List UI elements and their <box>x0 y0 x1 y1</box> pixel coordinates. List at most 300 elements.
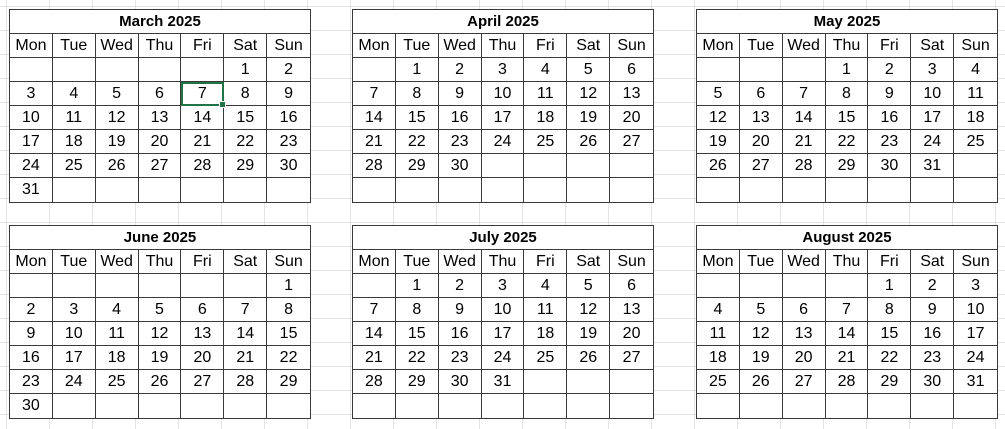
day-cell[interactable]: 9 <box>911 298 954 322</box>
empty-cell[interactable] <box>181 394 224 418</box>
weekday-header[interactable]: Sun <box>610 34 653 58</box>
day-cell[interactable]: 8 <box>267 298 310 322</box>
empty-cell[interactable] <box>697 178 740 202</box>
day-cell[interactable]: 12 <box>567 82 610 106</box>
day-cell[interactable]: 19 <box>96 130 139 154</box>
empty-cell[interactable] <box>524 178 567 202</box>
day-cell[interactable]: 24 <box>911 130 954 154</box>
day-cell[interactable]: 5 <box>567 58 610 82</box>
day-cell[interactable]: 23 <box>911 346 954 370</box>
day-cell[interactable]: 16 <box>10 346 53 370</box>
empty-cell[interactable] <box>353 274 396 298</box>
day-cell[interactable]: 25 <box>524 346 567 370</box>
day-cell[interactable]: 15 <box>396 106 439 130</box>
day-cell[interactable]: 2 <box>911 274 954 298</box>
day-cell[interactable]: 23 <box>439 346 482 370</box>
empty-cell[interactable] <box>740 178 783 202</box>
weekday-header[interactable]: Fri <box>868 250 911 274</box>
empty-cell[interactable] <box>53 58 96 82</box>
day-cell[interactable]: 23 <box>267 130 310 154</box>
day-cell[interactable]: 6 <box>740 82 783 106</box>
day-cell[interactable]: 20 <box>783 346 826 370</box>
day-cell[interactable]: 18 <box>954 106 997 130</box>
day-cell[interactable]: 10 <box>482 298 525 322</box>
day-cell[interactable]: 17 <box>482 106 525 130</box>
day-cell[interactable]: 21 <box>783 130 826 154</box>
day-cell[interactable]: 13 <box>740 106 783 130</box>
weekday-header[interactable]: Sun <box>954 34 997 58</box>
empty-cell[interactable] <box>396 394 439 418</box>
empty-cell[interactable] <box>783 394 826 418</box>
empty-cell[interactable] <box>96 394 139 418</box>
empty-cell[interactable] <box>740 58 783 82</box>
day-cell[interactable]: 6 <box>610 274 653 298</box>
day-cell[interactable]: 12 <box>139 322 182 346</box>
day-cell[interactable]: 3 <box>954 274 997 298</box>
day-cell[interactable]: 16 <box>439 322 482 346</box>
day-cell[interactable]: 24 <box>482 130 525 154</box>
day-cell[interactable]: 11 <box>524 82 567 106</box>
day-cell[interactable]: 22 <box>267 346 310 370</box>
empty-cell[interactable] <box>524 370 567 394</box>
day-cell[interactable]: 4 <box>524 274 567 298</box>
day-cell[interactable]: 14 <box>353 322 396 346</box>
day-cell[interactable]: 13 <box>139 106 182 130</box>
calendar-title[interactable]: August 2025 <box>697 226 997 250</box>
day-cell[interactable]: 18 <box>53 130 96 154</box>
weekday-header[interactable]: Mon <box>353 250 396 274</box>
empty-cell[interactable] <box>482 394 525 418</box>
empty-cell[interactable] <box>181 178 224 202</box>
day-cell[interactable]: 7 <box>783 82 826 106</box>
day-cell[interactable]: 2 <box>439 58 482 82</box>
day-cell[interactable]: 11 <box>697 322 740 346</box>
weekday-header[interactable]: Wed <box>96 250 139 274</box>
weekday-header[interactable]: Fri <box>524 250 567 274</box>
day-cell[interactable]: 18 <box>697 346 740 370</box>
day-cell[interactable]: 7 <box>224 298 267 322</box>
day-cell[interactable]: 4 <box>697 298 740 322</box>
day-cell[interactable]: 7 <box>826 298 869 322</box>
day-cell[interactable]: 6 <box>610 58 653 82</box>
day-cell[interactable]: 24 <box>954 346 997 370</box>
day-cell[interactable]: 6 <box>783 298 826 322</box>
day-cell[interactable]: 26 <box>96 154 139 178</box>
weekday-header[interactable]: Fri <box>181 250 224 274</box>
day-cell[interactable]: 10 <box>10 106 53 130</box>
weekday-header[interactable]: Thu <box>482 250 525 274</box>
day-cell[interactable]: 23 <box>868 130 911 154</box>
empty-cell[interactable] <box>954 394 997 418</box>
weekday-header[interactable]: Tue <box>740 34 783 58</box>
day-cell[interactable]: 19 <box>567 106 610 130</box>
day-cell[interactable]: 9 <box>439 82 482 106</box>
day-cell[interactable]: 26 <box>567 346 610 370</box>
empty-cell[interactable] <box>224 274 267 298</box>
day-cell[interactable]: 28 <box>353 154 396 178</box>
weekday-header[interactable]: Thu <box>139 34 182 58</box>
empty-cell[interactable] <box>139 58 182 82</box>
day-cell[interactable]: 22 <box>868 346 911 370</box>
day-cell[interactable]: 30 <box>439 370 482 394</box>
day-cell[interactable]: 3 <box>482 58 525 82</box>
empty-cell[interactable] <box>353 58 396 82</box>
empty-cell[interactable] <box>439 394 482 418</box>
empty-cell[interactable] <box>911 178 954 202</box>
empty-cell[interactable] <box>53 178 96 202</box>
day-cell[interactable]: 3 <box>10 82 53 106</box>
day-cell[interactable]: 1 <box>267 274 310 298</box>
empty-cell[interactable] <box>353 394 396 418</box>
empty-cell[interactable] <box>181 58 224 82</box>
day-cell[interactable]: 25 <box>96 370 139 394</box>
empty-cell[interactable] <box>482 154 525 178</box>
weekday-header[interactable]: Fri <box>524 34 567 58</box>
day-cell[interactable]: 4 <box>524 58 567 82</box>
empty-cell[interactable] <box>10 58 53 82</box>
weekday-header[interactable]: Wed <box>439 250 482 274</box>
day-cell[interactable]: 7 <box>353 82 396 106</box>
weekday-header[interactable]: Sun <box>610 250 653 274</box>
day-cell[interactable]: 31 <box>482 370 525 394</box>
weekday-header[interactable]: Wed <box>783 250 826 274</box>
day-cell[interactable]: 8 <box>396 298 439 322</box>
day-cell[interactable]: 5 <box>740 298 783 322</box>
day-cell[interactable]: 23 <box>439 130 482 154</box>
day-cell[interactable]: 26 <box>567 130 610 154</box>
empty-cell[interactable] <box>954 178 997 202</box>
weekday-header[interactable]: Sun <box>267 34 310 58</box>
day-cell[interactable]: 21 <box>181 130 224 154</box>
empty-cell[interactable] <box>826 394 869 418</box>
empty-cell[interactable] <box>826 274 869 298</box>
day-cell[interactable]: 8 <box>224 82 267 106</box>
empty-cell[interactable] <box>567 370 610 394</box>
day-cell[interactable]: 24 <box>10 154 53 178</box>
weekday-header[interactable]: Wed <box>439 34 482 58</box>
empty-cell[interactable] <box>567 394 610 418</box>
weekday-header[interactable]: Thu <box>139 250 182 274</box>
day-cell[interactable]: 19 <box>697 130 740 154</box>
day-cell[interactable]: 27 <box>181 370 224 394</box>
empty-cell[interactable] <box>181 274 224 298</box>
weekday-header[interactable]: Tue <box>53 250 96 274</box>
day-cell[interactable]: 28 <box>353 370 396 394</box>
empty-cell[interactable] <box>697 274 740 298</box>
day-cell[interactable]: 1 <box>868 274 911 298</box>
day-cell[interactable]: 25 <box>954 130 997 154</box>
day-cell[interactable]: 27 <box>740 154 783 178</box>
day-cell[interactable]: 12 <box>697 106 740 130</box>
day-cell[interactable]: 31 <box>911 154 954 178</box>
day-cell[interactable]: 24 <box>482 346 525 370</box>
weekday-header[interactable]: Sat <box>224 34 267 58</box>
empty-cell[interactable] <box>482 178 525 202</box>
day-cell[interactable]: 5 <box>96 82 139 106</box>
day-cell[interactable]: 27 <box>610 346 653 370</box>
day-cell[interactable]: 27 <box>139 154 182 178</box>
empty-cell[interactable] <box>868 178 911 202</box>
day-cell[interactable]: 14 <box>826 322 869 346</box>
empty-cell[interactable] <box>740 274 783 298</box>
weekday-header[interactable]: Sat <box>567 250 610 274</box>
day-cell[interactable]: 30 <box>10 394 53 418</box>
empty-cell[interactable] <box>567 154 610 178</box>
weekday-header[interactable]: Thu <box>826 34 869 58</box>
day-cell[interactable]: 20 <box>740 130 783 154</box>
empty-cell[interactable] <box>53 394 96 418</box>
weekday-header[interactable]: Sat <box>911 34 954 58</box>
empty-cell[interactable] <box>826 178 869 202</box>
day-cell[interactable]: 22 <box>826 130 869 154</box>
day-cell[interactable]: 30 <box>911 370 954 394</box>
day-cell[interactable]: 11 <box>954 82 997 106</box>
day-cell[interactable]: 12 <box>567 298 610 322</box>
day-cell[interactable]: 6 <box>181 298 224 322</box>
day-cell[interactable]: 7 <box>353 298 396 322</box>
day-cell[interactable]: 2 <box>868 58 911 82</box>
day-cell[interactable]: 6 <box>139 82 182 106</box>
day-cell[interactable]: 15 <box>396 322 439 346</box>
day-cell[interactable]: 8 <box>868 298 911 322</box>
empty-cell[interactable] <box>224 394 267 418</box>
calendar-title[interactable]: June 2025 <box>10 226 310 250</box>
day-cell[interactable]: 25 <box>697 370 740 394</box>
empty-cell[interactable] <box>96 274 139 298</box>
empty-cell[interactable] <box>567 178 610 202</box>
day-cell[interactable]: 25 <box>53 154 96 178</box>
day-cell[interactable]: 29 <box>396 370 439 394</box>
day-cell[interactable]: 9 <box>267 82 310 106</box>
day-cell[interactable]: 16 <box>911 322 954 346</box>
day-cell[interactable]: 15 <box>826 106 869 130</box>
day-cell[interactable]: 29 <box>224 154 267 178</box>
day-cell[interactable]: 1 <box>396 274 439 298</box>
day-cell[interactable]: 5 <box>567 274 610 298</box>
day-cell[interactable]: 17 <box>954 322 997 346</box>
calendar-title[interactable]: March 2025 <box>10 10 310 34</box>
weekday-header[interactable]: Tue <box>396 250 439 274</box>
day-cell[interactable]: 21 <box>353 130 396 154</box>
day-cell[interactable]: 11 <box>53 106 96 130</box>
day-cell[interactable]: 28 <box>826 370 869 394</box>
empty-cell[interactable] <box>139 274 182 298</box>
day-cell[interactable]: 14 <box>353 106 396 130</box>
empty-cell[interactable] <box>697 394 740 418</box>
day-cell[interactable]: 2 <box>267 58 310 82</box>
day-cell[interactable]: 20 <box>139 130 182 154</box>
day-cell[interactable]: 13 <box>610 298 653 322</box>
weekday-header[interactable]: Tue <box>396 34 439 58</box>
day-cell[interactable]: 4 <box>53 82 96 106</box>
day-cell[interactable]: 30 <box>267 154 310 178</box>
empty-cell[interactable] <box>10 274 53 298</box>
weekday-header[interactable]: Wed <box>783 34 826 58</box>
weekday-header[interactable]: Mon <box>697 250 740 274</box>
day-cell[interactable]: 14 <box>181 106 224 130</box>
day-cell[interactable]: 8 <box>826 82 869 106</box>
day-cell[interactable]: 22 <box>396 346 439 370</box>
empty-cell[interactable] <box>396 178 439 202</box>
day-cell[interactable]: 13 <box>181 322 224 346</box>
empty-cell[interactable] <box>740 394 783 418</box>
empty-cell[interactable] <box>868 394 911 418</box>
day-cell[interactable]: 10 <box>954 298 997 322</box>
empty-cell[interactable] <box>267 178 310 202</box>
empty-cell[interactable] <box>783 58 826 82</box>
empty-cell[interactable] <box>610 178 653 202</box>
day-cell[interactable]: 26 <box>697 154 740 178</box>
day-cell[interactable]: 5 <box>697 82 740 106</box>
day-cell[interactable]: 20 <box>181 346 224 370</box>
weekday-header[interactable]: Mon <box>697 34 740 58</box>
day-cell[interactable]: 17 <box>10 130 53 154</box>
weekday-header[interactable]: Wed <box>96 34 139 58</box>
day-cell[interactable]: 29 <box>826 154 869 178</box>
day-cell[interactable]: 8 <box>396 82 439 106</box>
weekday-header[interactable]: Mon <box>10 250 53 274</box>
day-cell[interactable]: 3 <box>53 298 96 322</box>
day-cell[interactable]: 29 <box>868 370 911 394</box>
day-cell[interactable]: 5 <box>139 298 182 322</box>
day-cell[interactable]: 15 <box>224 106 267 130</box>
day-cell[interactable]: 1 <box>396 58 439 82</box>
day-cell[interactable]: 19 <box>139 346 182 370</box>
weekday-header[interactable]: Tue <box>53 34 96 58</box>
calendar-title[interactable]: July 2025 <box>353 226 653 250</box>
day-cell[interactable]: 9 <box>439 298 482 322</box>
day-cell[interactable]: 1 <box>224 58 267 82</box>
weekday-header[interactable]: Thu <box>826 250 869 274</box>
day-cell[interactable]: 21 <box>826 346 869 370</box>
day-cell[interactable]: 16 <box>439 106 482 130</box>
day-cell[interactable]: 9 <box>868 82 911 106</box>
weekday-header[interactable]: Sat <box>911 250 954 274</box>
day-cell[interactable]: 28 <box>224 370 267 394</box>
day-cell[interactable]: 21 <box>224 346 267 370</box>
day-cell[interactable]: 25 <box>524 130 567 154</box>
empty-cell[interactable] <box>610 370 653 394</box>
weekday-header[interactable]: Fri <box>181 34 224 58</box>
day-cell[interactable]: 4 <box>954 58 997 82</box>
empty-cell[interactable] <box>524 394 567 418</box>
empty-cell[interactable] <box>96 58 139 82</box>
empty-cell[interactable] <box>610 154 653 178</box>
day-cell[interactable]: 14 <box>783 106 826 130</box>
empty-cell[interactable] <box>139 178 182 202</box>
day-cell[interactable]: 10 <box>911 82 954 106</box>
empty-cell[interactable] <box>267 394 310 418</box>
calendar-title[interactable]: April 2025 <box>353 10 653 34</box>
empty-cell[interactable] <box>783 274 826 298</box>
day-cell[interactable]: 30 <box>439 154 482 178</box>
day-cell[interactable]: 4 <box>96 298 139 322</box>
empty-cell[interactable] <box>911 394 954 418</box>
weekday-header[interactable]: Sat <box>224 250 267 274</box>
day-cell[interactable]: 20 <box>610 322 653 346</box>
day-cell[interactable]: 2 <box>439 274 482 298</box>
day-cell[interactable]: 13 <box>610 82 653 106</box>
weekday-header[interactable]: Tue <box>740 250 783 274</box>
empty-cell[interactable] <box>439 178 482 202</box>
day-cell[interactable]: 29 <box>396 154 439 178</box>
day-cell[interactable]: 29 <box>267 370 310 394</box>
weekday-header[interactable]: Fri <box>868 34 911 58</box>
day-cell[interactable]: 15 <box>267 322 310 346</box>
day-cell[interactable]: 2 <box>10 298 53 322</box>
empty-cell[interactable] <box>96 178 139 202</box>
day-cell[interactable]: 26 <box>740 370 783 394</box>
day-cell[interactable]: 18 <box>524 322 567 346</box>
day-cell[interactable]: 28 <box>181 154 224 178</box>
empty-cell[interactable] <box>139 394 182 418</box>
day-cell[interactable]: 10 <box>53 322 96 346</box>
day-cell[interactable]: 1 <box>826 58 869 82</box>
day-cell[interactable]: 20 <box>610 106 653 130</box>
empty-cell[interactable] <box>783 178 826 202</box>
empty-cell[interactable] <box>53 274 96 298</box>
empty-cell[interactable] <box>610 394 653 418</box>
day-cell[interactable]: 7 <box>181 82 224 106</box>
weekday-header[interactable]: Mon <box>10 34 53 58</box>
calendar-title[interactable]: May 2025 <box>697 10 997 34</box>
day-cell[interactable]: 27 <box>610 130 653 154</box>
empty-cell[interactable] <box>353 178 396 202</box>
weekday-header[interactable]: Mon <box>353 34 396 58</box>
day-cell[interactable]: 17 <box>911 106 954 130</box>
day-cell[interactable]: 23 <box>10 370 53 394</box>
day-cell[interactable]: 11 <box>96 322 139 346</box>
day-cell[interactable]: 12 <box>96 106 139 130</box>
weekday-header[interactable]: Sun <box>954 250 997 274</box>
day-cell[interactable]: 11 <box>524 298 567 322</box>
day-cell[interactable]: 13 <box>783 322 826 346</box>
day-cell[interactable]: 15 <box>868 322 911 346</box>
day-cell[interactable]: 24 <box>53 370 96 394</box>
day-cell[interactable]: 18 <box>96 346 139 370</box>
weekday-header[interactable]: Sun <box>267 250 310 274</box>
empty-cell[interactable] <box>224 178 267 202</box>
day-cell[interactable]: 17 <box>482 322 525 346</box>
day-cell[interactable]: 28 <box>783 154 826 178</box>
day-cell[interactable]: 18 <box>524 106 567 130</box>
day-cell[interactable]: 14 <box>224 322 267 346</box>
day-cell[interactable]: 12 <box>740 322 783 346</box>
empty-cell[interactable] <box>697 58 740 82</box>
day-cell[interactable]: 3 <box>911 58 954 82</box>
day-cell[interactable]: 22 <box>224 130 267 154</box>
day-cell[interactable]: 30 <box>868 154 911 178</box>
day-cell[interactable]: 22 <box>396 130 439 154</box>
day-cell[interactable]: 26 <box>139 370 182 394</box>
weekday-header[interactable]: Thu <box>482 34 525 58</box>
day-cell[interactable]: 16 <box>868 106 911 130</box>
empty-cell[interactable] <box>954 154 997 178</box>
day-cell[interactable]: 10 <box>482 82 525 106</box>
weekday-header[interactable]: Sat <box>567 34 610 58</box>
day-cell[interactable]: 27 <box>783 370 826 394</box>
day-cell[interactable]: 16 <box>267 106 310 130</box>
day-cell[interactable]: 17 <box>53 346 96 370</box>
day-cell[interactable]: 9 <box>10 322 53 346</box>
day-cell[interactable]: 3 <box>482 274 525 298</box>
day-cell[interactable]: 19 <box>740 346 783 370</box>
day-cell[interactable]: 21 <box>353 346 396 370</box>
day-cell[interactable]: 31 <box>954 370 997 394</box>
day-cell[interactable]: 31 <box>10 178 53 202</box>
day-cell[interactable]: 19 <box>567 322 610 346</box>
empty-cell[interactable] <box>524 154 567 178</box>
